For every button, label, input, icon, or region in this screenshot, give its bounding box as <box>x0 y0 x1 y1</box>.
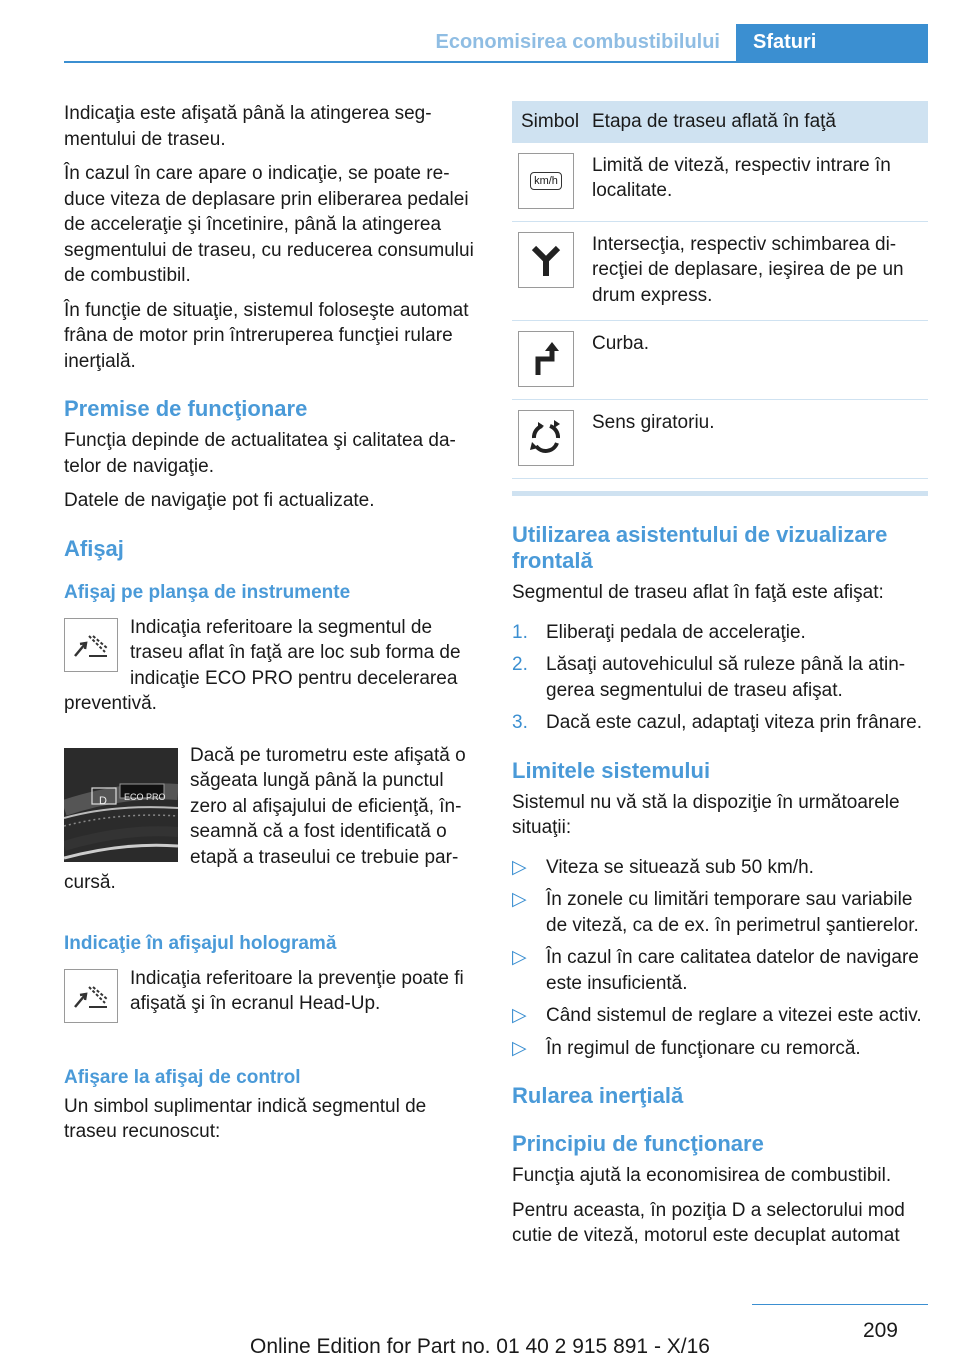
roundabout-icon <box>518 410 574 466</box>
table-row <box>512 321 928 400</box>
heading-afisaj: Afişaj <box>64 535 124 561</box>
paragraph: Sistemul nu vă stă la dispoziţie în următoarele situaţii: <box>512 791 900 838</box>
heading-control-display: Afişare la afişaj de control <box>64 1066 301 1088</box>
list-item: ▷ În zonele cu limitări temporare sau variabile de viteză, ca de ex. în perimetrul şantierelor. <box>512 889 919 936</box>
list-item: 2. Lăsaţi autovehiculul să ruleze până la atingerea segmentului de traseu afişat. <box>512 654 906 701</box>
bullet-marker: ▷ <box>512 947 527 968</box>
paragraph: Indicaţia referitoare la prevenţie poate fi afişată şi în ecranul Head-Up. <box>130 967 464 1014</box>
bullet-marker: ▷ <box>512 856 527 878</box>
heading-hologram: Indicaţie în afişajul hologramă <box>64 932 337 954</box>
hud-deceleration-icon <box>64 969 118 1023</box>
heading-limits: Limitele sistemului <box>512 757 711 783</box>
table-cell: Limită de viteză, respectiv intrare în localitate. <box>583 143 928 222</box>
footer-rule <box>752 1304 928 1305</box>
heading-principle: Principiu de funcţionare <box>512 1131 764 1156</box>
table-end-rule <box>512 491 928 496</box>
paragraph: Funcţia depinde de actualitatea şi calitatea datelor de navigaţie. <box>64 430 456 477</box>
right-column <box>512 101 928 1258</box>
bullet-marker: ▷ <box>512 1037 527 1059</box>
edition-footer: Online Edition for Part no. 01 40 2 915 891 - X/16 <box>250 1335 710 1358</box>
header-tab-label: Sfaturi <box>753 31 817 53</box>
tachometer-photo <box>64 748 178 862</box>
heading-hud: Utilizarea asistentului de vizualizare frontală <box>512 522 888 573</box>
eco-pro-deceleration-icon <box>64 618 118 672</box>
heading-coasting: Rularea inerţială <box>512 1083 684 1108</box>
intersection-icon <box>518 232 574 288</box>
step-number: 1. <box>512 621 528 643</box>
page-number: 209 <box>862 1319 898 1342</box>
paragraph: În funcţie de situaţie, sistemul foloseşte automat frâna de motor prin întreruperea funcţiei rulare inerţială. <box>64 299 469 372</box>
list-item: ▷ În regimul de funcţionare cu remorcă. <box>512 1036 928 1062</box>
table-row <box>512 400 928 479</box>
limits-list <box>512 855 928 1062</box>
list-item: 3. Dacă este cazul, adaptaţi viteza prin frânare. <box>512 710 928 736</box>
list-item: ▷ În cazul în care calitatea datelor de navigare este insuficientă. <box>512 947 919 994</box>
steps-list <box>512 620 928 736</box>
table-row <box>512 143 928 222</box>
paragraph: În cazul în care apare o indicaţie, se poate reduce viteza de deplasare prin eliberarea pedalei de acceleraţie şi încetinire, până la atingerea segmentului de traseu, cu reducerea consumului de combustibil. <box>64 163 474 286</box>
speed-limit-label: km/h <box>530 172 562 190</box>
table-cell: Curba. <box>583 321 928 400</box>
step-number: 3. <box>512 712 528 733</box>
paragraph: Segmentul de traseu aflat în faţă este afişat: <box>512 582 884 603</box>
speed-limit-icon <box>518 153 574 209</box>
paragraph: Indicaţia referitoare la segmentul de traseu aflat în faţă are loc sub forma de indicaţie ECO PRO pentru decelerarea preventivă. <box>64 616 461 714</box>
list-item: ▷ Viteza se situează sub 50 km/h. <box>512 855 928 881</box>
paragraph: Funcţia ajută la economisirea de combustibil. <box>512 1165 892 1186</box>
paragraph: Datele de navigaţie pot fi actualizate. <box>64 490 375 511</box>
header-rule <box>64 61 928 63</box>
photo-gear-label: D <box>99 794 107 807</box>
table-header-stage: Etapa de traseu aflată în faţă <box>583 101 928 143</box>
table-cell: Intersecţia, respectiv schimbarea direcţiei de deplasare, ieşirea de pe un drum express. <box>583 221 928 321</box>
list-item: 1. Eliberaţi pedala de acceleraţie. <box>512 620 928 646</box>
paragraph: Pentru aceasta, în poziţia D a selectorului mod cutie de viteză, motorul este decuplat automat <box>512 1199 905 1246</box>
heading-instrument-panel: Afişaj pe planşa de instrumente <box>64 581 351 603</box>
list-item: ▷ Când sistemul de reglare a vitezei este activ. <box>512 1003 928 1029</box>
bullet-marker: ▷ <box>512 1005 527 1026</box>
curve-icon <box>518 331 574 387</box>
paragraph: Indicaţia este afişată până la atingerea segmentului de traseu. <box>64 103 432 150</box>
left-column <box>64 101 482 1154</box>
table-header-symbol: Simbol <box>512 101 583 143</box>
photo-eco-pro-label: ECO PRO <box>124 791 166 802</box>
bullet-marker: ▷ <box>512 889 527 910</box>
header-tab <box>736 24 928 61</box>
step-number: 2. <box>512 654 528 675</box>
paragraph: Dacă pe turometru este afişată o săgeata lungă până la punctul zero al afişajului de eficienţă, înseamnă că a fost identificată o etapă a traseului ce trebuie parcursă. <box>64 744 466 893</box>
heading-premise: Premise de funcţionare <box>64 396 308 421</box>
header-section-title: Economisirea combustibilului <box>435 31 720 53</box>
table-cell: Sens giratoriu. <box>583 400 928 479</box>
symbol-table <box>512 101 928 479</box>
paragraph: Un simbol suplimentar indică segmentul de traseu recunoscut: <box>64 1095 427 1142</box>
table-row <box>512 221 928 321</box>
